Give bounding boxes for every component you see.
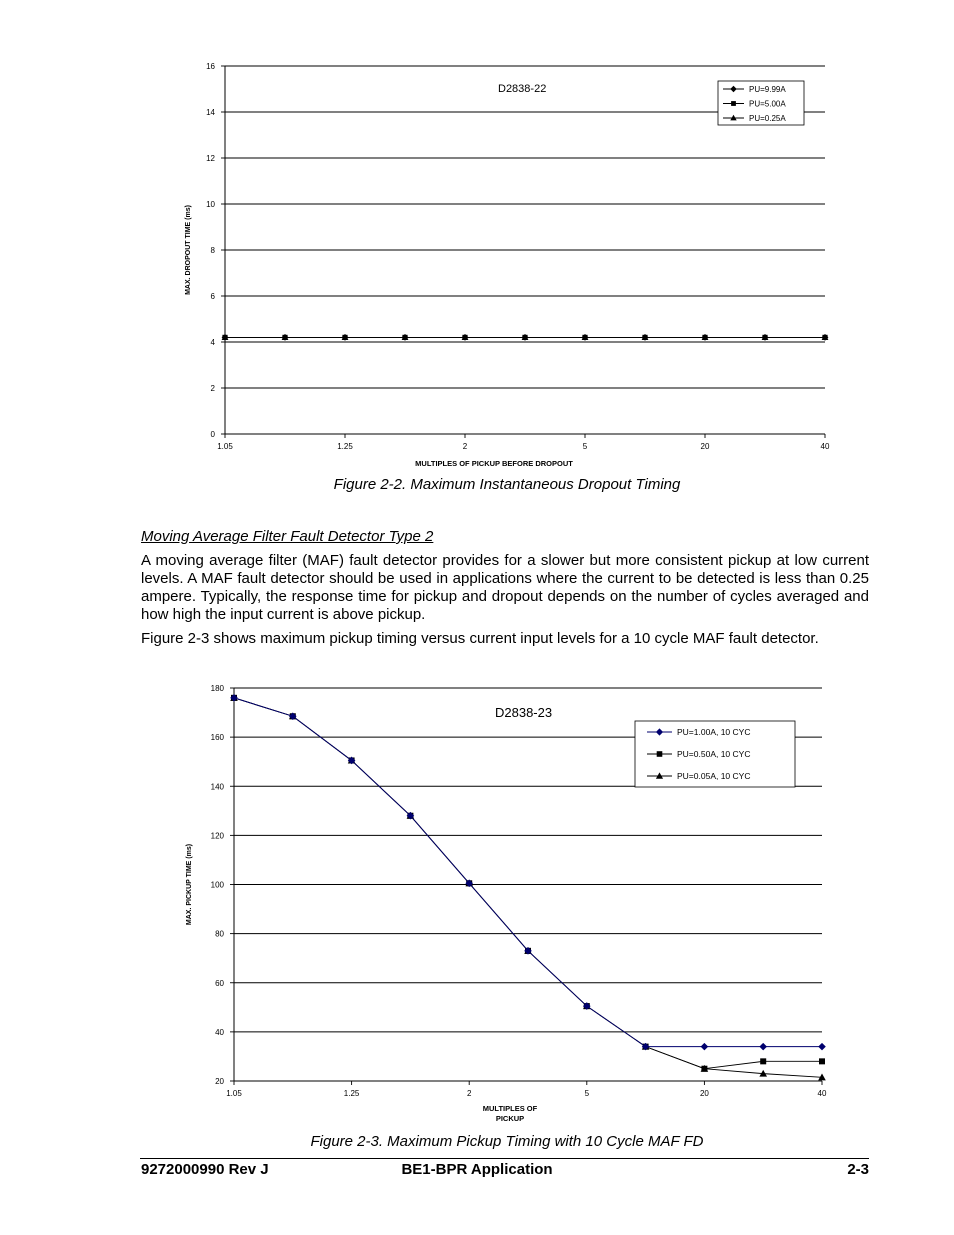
y-tick-label: 12	[206, 154, 215, 163]
y-tick-label: 60	[215, 978, 224, 988]
footer-rule	[140, 1158, 869, 1159]
y-tick-label: 4	[210, 338, 215, 347]
data-point	[759, 1043, 767, 1051]
y-tick-label: 160	[210, 733, 224, 743]
paragraph-maf-description: A moving average filter (MAF) fault detector provides for a slower but more consistent pickup at low current levels. A MAF fault detector should be used in applications where the current to be detected is less than 0.25 ampere. Typically, the response time for pickup and dropout depends on the number of cycles averaged and how high the input current is above pickup.	[141, 552, 869, 623]
x-axis-label: PICKUP	[495, 1114, 525, 1123]
data-point	[701, 1043, 709, 1051]
y-axis-label: MAX. PICKUP TIME (ms)	[186, 843, 193, 926]
y-tick-label: 100	[210, 880, 224, 890]
legend-label: PU=0.05A, 10 CYC	[677, 771, 751, 781]
x-tick-label: 5	[582, 442, 588, 451]
y-tick-label: 6	[210, 292, 215, 301]
pickup-timing-chart	[0, 672, 954, 1132]
x-tick-label: 1.25	[337, 442, 353, 451]
legend-marker	[657, 751, 663, 757]
y-tick-label: 2	[210, 384, 215, 393]
legend-label: PU=0.25A	[749, 114, 786, 123]
y-tick-label: 20	[215, 1077, 224, 1086]
legend-label: PU=0.50A, 10 CYC	[677, 749, 751, 759]
y-tick-label: 180	[210, 684, 224, 693]
legend-label: PU=1.00A, 10 CYC	[677, 727, 751, 737]
footer-doc-number: 9272000990 Rev J	[141, 1161, 269, 1178]
x-tick-label: 5	[584, 1089, 590, 1098]
paragraph-figure-reference: Figure 2-3 shows maximum pickup timing versus current input levels for a 10 cycle MAF fault detector.	[141, 630, 819, 647]
data-point	[760, 1058, 766, 1064]
data-point	[701, 1066, 707, 1072]
dropout-timing-chart	[0, 50, 954, 480]
legend-marker	[731, 101, 736, 106]
figure-2-3-caption: Figure 2-3. Maximum Pickup Timing with 10 Cycle MAF FD	[310, 1133, 704, 1150]
footer-title: BE1-BPR Application	[401, 1161, 553, 1178]
y-tick-label: 120	[210, 831, 224, 841]
x-tick-label: 20	[700, 442, 710, 451]
y-tick-label: 8	[210, 246, 215, 255]
x-axis-label: MULTIPLES OF	[482, 1104, 538, 1113]
y-tick-label: 40	[215, 1027, 224, 1037]
x-tick-label: 40	[817, 1089, 827, 1098]
y-tick-label: 80	[215, 929, 224, 939]
y-tick-label: 140	[210, 782, 224, 792]
y-tick-label: 16	[206, 62, 215, 71]
x-tick-label: 40	[820, 442, 830, 451]
data-point	[818, 1043, 826, 1051]
x-tick-label: 1.05	[226, 1089, 242, 1098]
footer-page-number: 2-3	[847, 1161, 869, 1178]
legend-label: PU=9.99A	[749, 85, 786, 94]
x-tick-label: 20	[699, 1089, 709, 1098]
figure-id-annotation: D2838-23	[495, 705, 553, 720]
x-tick-label: 1.05	[217, 442, 233, 451]
x-tick-label: 2	[466, 1089, 472, 1098]
x-tick-label: 2	[462, 442, 468, 451]
figure-id-annotation: D2838-22	[498, 83, 547, 95]
figure-2-2-caption: Figure 2-2. Maximum Instantaneous Dropout Timing	[333, 476, 681, 493]
y-tick-label: 10	[206, 200, 215, 209]
x-axis-label: MULTIPLES OF PICKUP BEFORE DROPOUT	[415, 459, 573, 468]
legend-label: PU=5.00A	[749, 99, 786, 109]
y-tick-label: 0	[210, 430, 215, 439]
section-heading: Moving Average Filter Fault Detector Type 2	[141, 528, 434, 545]
data-point	[819, 1058, 825, 1064]
y-axis-label: MAX. DROPOUT TIME (ms)	[185, 205, 192, 295]
x-tick-label: 1.25	[343, 1089, 360, 1098]
y-tick-label: 14	[206, 108, 215, 117]
